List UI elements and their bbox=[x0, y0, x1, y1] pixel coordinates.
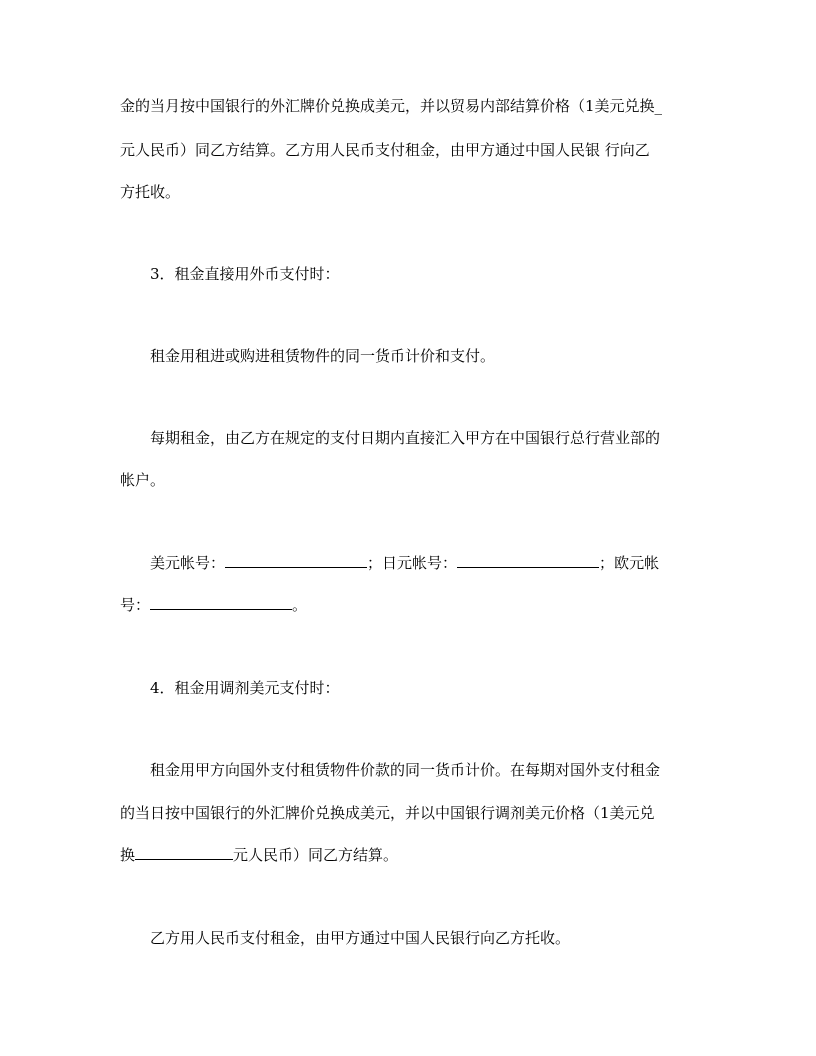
paragraph-line: 每期租金，由乙方在规定的支付日期内直接汇入甲方在中国银行总行营业部的 bbox=[150, 429, 661, 447]
paragraph-line: 的当日按中国银行的外汇牌价兑换成美元，并以中国银行调剂美元价格（1美元兑 bbox=[120, 804, 655, 822]
section-heading-4: 4．租金用调剂美元支付时： bbox=[150, 679, 340, 697]
separator: ； bbox=[599, 554, 615, 572]
paragraph-line bbox=[120, 845, 720, 865]
separator: ； bbox=[367, 554, 383, 572]
eur-account-label: 欧元帐 bbox=[614, 554, 660, 572]
jpy-account-blank bbox=[457, 553, 599, 568]
paragraph-line: 乙方用人民币支付租金，由甲方通过中国人民银行向乙方托收。 bbox=[150, 929, 571, 947]
paragraph-line: 元人民币）同乙方结算。乙方用人民币支付租金，由甲方通过中国人民银 行向乙 bbox=[120, 141, 650, 159]
usd-account-blank bbox=[225, 553, 367, 568]
paragraph-line: 租金用甲方向国外支付租赁物件价款的同一货币计价。在每期对国外支付租金 bbox=[150, 761, 661, 779]
text-fragment: 元人民币）同乙方结算。 bbox=[233, 846, 399, 864]
account-line bbox=[120, 595, 720, 615]
paragraph-line: 金的当月按中国银行的外汇牌价兑换成美元，并以贸易内部结算价格（1美元兑换_ bbox=[120, 97, 663, 115]
paragraph-line: 帐户。 bbox=[120, 471, 166, 489]
rate-blank bbox=[135, 845, 233, 860]
section-heading-3: 3．租金直接用外币支付时： bbox=[150, 265, 340, 283]
text-fragment: 换 bbox=[120, 846, 136, 864]
paragraph-line: 租金用租进或购进租赁物件的同一货币计价和支付。 bbox=[150, 347, 496, 365]
end-mark: 。 bbox=[292, 596, 308, 614]
jpy-account-label: 日元帐号： bbox=[382, 554, 458, 572]
usd-account-label: 美元帐号： bbox=[150, 554, 226, 572]
eur-account-blank bbox=[150, 595, 292, 610]
eur-account-label: 号： bbox=[120, 596, 151, 614]
account-line bbox=[150, 553, 750, 573]
paragraph-line: 方托收。 bbox=[120, 183, 181, 201]
